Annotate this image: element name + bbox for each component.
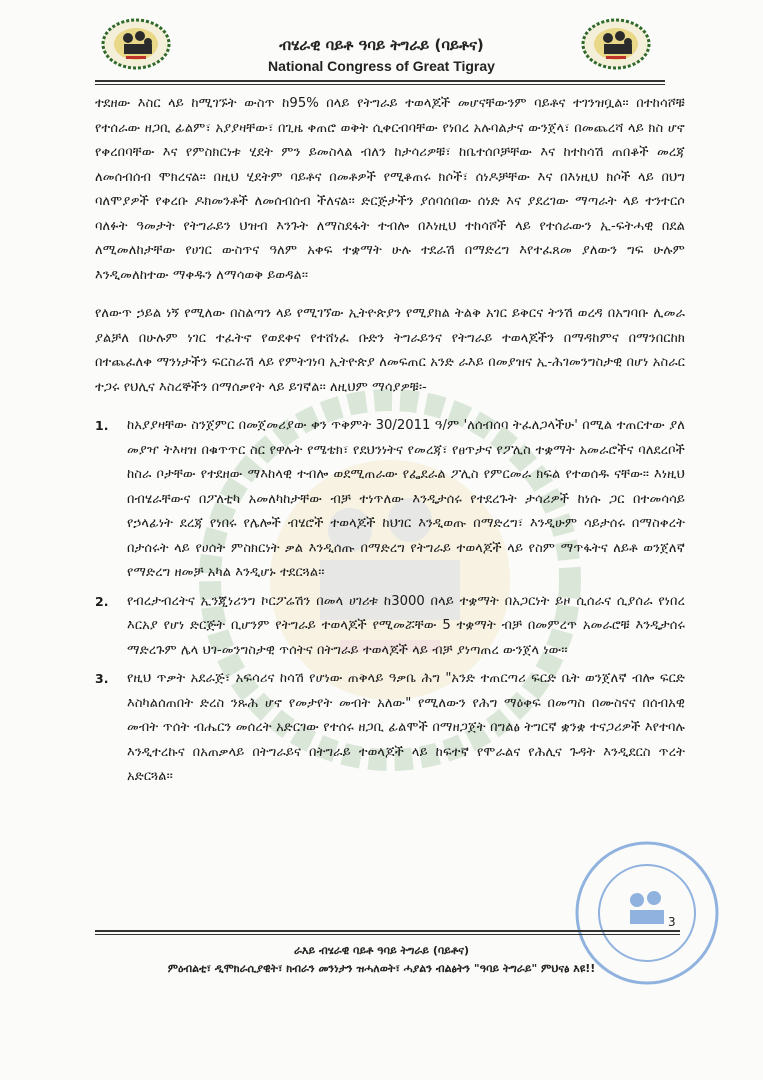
body-paragraph-2: የለውጥ ኃይል ነኝ የሚለው በስልጣን ላይ የሚገኘው ኢትዮጵያን የሚያክል ትልቅ አገር ይቅርና ትንሽ ወረዳ በአግባቡ ሊመራ ያልቻለ በሁሉም ነገር ተፈትኖ የወደቀና የተሸነፈ ቡድን ትግራይንና የትግራይ ተወላጆችን በማዳከምና በማንበርከክ በተጨፈለቀ ማንነታችን ፍርስራሽ ላይ የምትገነባ ኢትዮጵያ ለመፍጠር አንድ ራእይ በመያዝና ኢ-ሕገመንግስታዊ በሆነ አስራር ተጋሩ የህሊና እስረኞችን በማሰቃየት ላይ ይገኛል፡፡ ለዚህም ማሳያዎቹ፡-	[95, 306, 685, 395]
list-item	[95, 414, 685, 586]
list-item-number: 3.	[95, 671, 109, 686]
header-divider	[95, 80, 665, 82]
list-item	[95, 590, 685, 664]
list-item	[95, 667, 685, 790]
body-paragraph-1: ተደዘው እስር ላይ ከሚገኙት ውስጥ ከ95% በላይ የትግራይ ተወላጆች መሆናቸውንም ባይቶና ተገንዝቧል። በተከሳሾቹ የተሰራው ዘጋቢ ፊልም፣ አያያዛቸው፣ በጊዜ ቀጠሮ ወቅት ሲቀርብባቸው የነበረ አሉባልታና ውንጀላ፣ በመጨረሻ ላይ ክስ ሆኖ የቀረበባቸው እና የምስክርነቱ ሂደት ምን ይመስላል ብለን ከታሳሪዎቹ፣ ከቤተሰቦቻቸው እና ከተከሳሽ ጠበቆች መረጃ ለመሰብሰብ ሞክረናል። በዚህ ሂደትም ባይቶና በመቶዎች የሚቆጠሩ ክሶች፣ ሰነዶቻቸው እና በእነዚህ ክሶች ላይ በህግ ባለሞያዎች የቀረቡ ዶክመንቶች ለመሰብሰብ ችለናል፡፡ ድርጅታችን ያሰባሰበው ሰነድ እና ያደረገው ማጣራት ላይ ተንተርሶ ባለፉት ዓመታት የትግራይን ህዝብ እንጉት ለማስደፋት ተብሎ በእነዚህ ተከሳሾች ላይ የተሰራውን ኢ-ፍትሓዊ በደል ለሚመለከታቸው የሀገር ውስጥና ዓለም አቀፍ ተቋማት ሁሉ ተደራሽ በማድረግ እየተፈጸመ ያለውን ግፍ ሁሉም እንዲመለከተው ማቀዱን ለማሳወቅ ይወዳል፡፡	[95, 96, 685, 283]
document-body	[95, 92, 685, 794]
list-item-text: የዚህ ጥቃት አደራጅ፣ አፍሳሪና ከሳሽ የሆነው ጠቅላይ ዓቃቤ ሕግ "አንድ ተጠርጣሪ ፍርድ ቤት ወንጀለኛ ብሎ ፍርድ እስካልሰጠበት ድረስ ንጹሕ ሆኖ የመታየት መብት አለው" የሚለውን የሕግ ማዕቀፍ በመጣስ በሙስናና በሰብአዊ መብት ጥሰት ብሔርን መሰረት አድርገው የተሰሩ ዘጋቢ ፊልሞች በማዘጋጀት በግልፅ ትግርኛ ቋንቋ ተናጋሪዎች እየተባሉ እንዲተረኩና በአጠቃላይ በትግራይና በትግራይ ተወላጆች ላይ ከፍተኛ የሞራልና የሕሊና ጉዳት እንዲደርስ ጥረት አድርጓል፡፡	[127, 671, 685, 784]
list-item-number: 1.	[95, 418, 109, 433]
header-title-amharic: ብሄራዊ ባይቶ ዓባይ ትግራይ (ባይቶና)	[279, 36, 484, 54]
header-title-english: National Congress of Great Tigray	[268, 58, 495, 74]
footer-line-1: ራእይ ብሄራዊ ባይቶ ዓባይ ትግራይ (ባይቶና)	[293, 944, 470, 957]
list-item-text: ከአያያዛቸው ስንጀምር በመጀመሪያው ቀን ጥቅምት 30/2011 ዓ/ም 'ለሰብሰባ ትፈለጋላችሁ' በሚል ተጠርተው ያለ መያዣ ትእዛዝ በቁጥጥር ስር የዋሉት የሜቴክ፣ የደህንነትና የመረጃ፣ የፀጥታና የፖሊስ ተቋማት አመራሮችና ባለደረቦች ከስራ ቦታቸው የተደዘው ማእከላዊ ተብሎ ወደሚጠራው የፌደራል ፖሊስ የምርመራ ክፍል የተወሰዱ ናቸው። እነዚህ በብሄራቸውና በፖለቲካ አመለካከታቸው ብቻ ተነጥለው እንዲታሰሩ የተደረጉት ታሳሪዎች ከነሱ ጋር በተመሳሳይ የኃላፊነት ደረጃ የነበሩ የሌሎች ብሄሮች ተወላጆች ከህገር እንዲወጡ በማድረግ፣ እንዲሁም ሳይታሰሩ በማስቀረት በታሰሩት ላይ የሀሰት ምስክርነት ቃል እንዲሰጡ በማድረግ የትግራይ ተወላጆች ላይ የስም ማጥፋትና ለይቶ ወንጀለኛ የማድረግ ዘመቻ አካል እንዲሆኑ ተደርጓል፡፡	[127, 418, 685, 580]
header-divider-thin	[95, 84, 665, 85]
numbered-list	[95, 414, 685, 790]
page-number: 3	[668, 915, 676, 929]
footer-divider-thin	[95, 934, 680, 935]
list-item-number: 2.	[95, 593, 109, 609]
footer-divider	[95, 930, 680, 932]
list-item-text: የብረታብረትና ኢንጂነሪንግ ኮርፖሬሽን በመላ ሀገሪቱ ከ3000 በላይ ተቋማት በአጋርነት ይዞ ሲሰራና ሲያሰራ የነበረ እርአያ የሆነ ድርጅት ቢሆንም የትግራይ ተወላጆች የሚመሯቸው 5 ተቋማት ብቻ በመምረጥ አመራሮቹ እንዲታሰሩ ማድረጉም ሌላ ህገ-መንግስታዊ ጥሰትና በትግራይ ተወላጆች ላይ ብቻ ያነጣጠረ ውንጀላ ነው፡፡	[127, 593, 685, 658]
footer-line-2: ምዕብልቲ፣ ዲሞክራሲያዊት፣ ክብራን መንነታን ዝሓለወት፣ ሓያልን ብልፅትን "ዓባይ ትግራይ" ምህናፅ እዩ!!	[167, 962, 596, 975]
